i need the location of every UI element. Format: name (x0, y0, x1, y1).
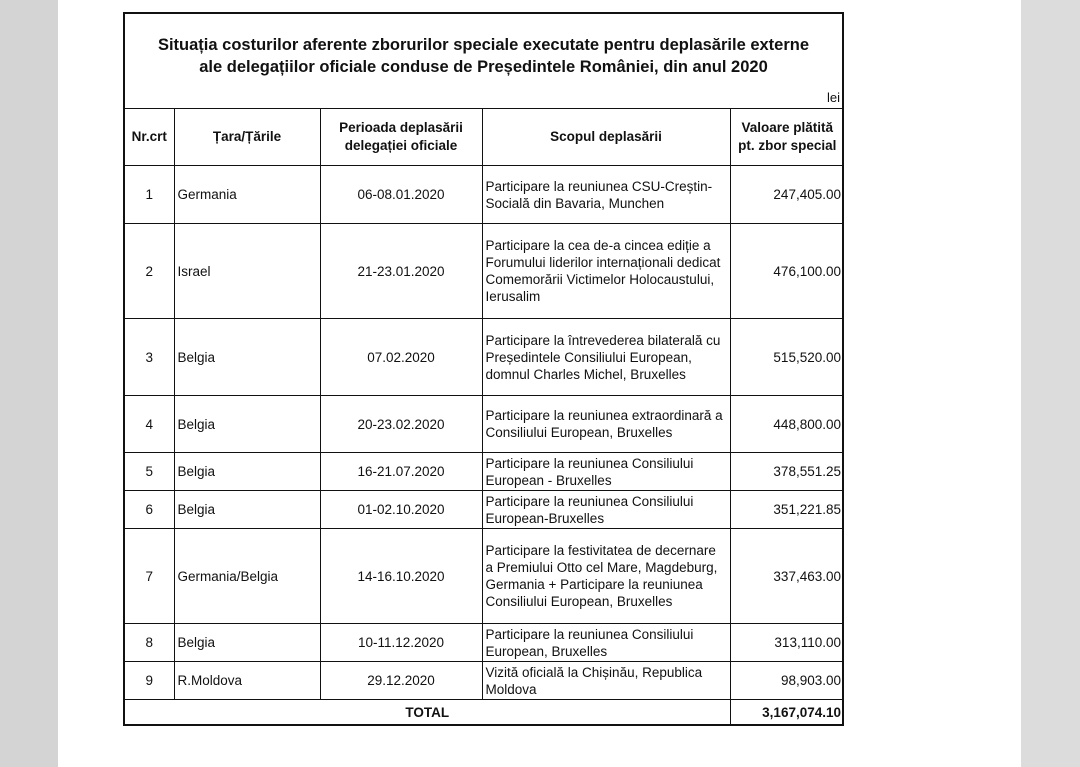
cell-country: Belgia (174, 624, 320, 662)
header-value: Valoare plătită pt. zbor special (730, 109, 844, 166)
cell-period: 07.02.2020 (320, 319, 482, 396)
cell-value: 98,903.00 (730, 662, 844, 700)
cell-purpose: Participare la întrevederea bilaterală cu Președintele Consiliului European, domnul Charles Michel, Bruxelles (482, 319, 730, 396)
title-line-1: Situația costurilor aferente zborurilor speciale executate pentru deplasările externe (157, 36, 810, 54)
costs-table (125, 108, 844, 724)
cell-nr: 1 (125, 166, 174, 224)
cell-value: 247,405.00 (730, 166, 844, 224)
cell-nr: 2 (125, 224, 174, 319)
table-row (125, 166, 844, 224)
cell-nr: 3 (125, 319, 174, 396)
cell-value: 476,100.00 (730, 224, 844, 319)
cell-purpose: Vizită oficială la Chișinău, Republica Moldova (482, 662, 730, 700)
viewer-background-right (1021, 0, 1080, 767)
total-value: 3,167,074.10 (730, 700, 844, 725)
currency-unit: lei (826, 90, 840, 105)
table-row (125, 453, 844, 491)
cell-purpose: Participare la reuniunea Consiliului European-Bruxelles (482, 491, 730, 529)
header-country: Țara/Țările (174, 109, 320, 166)
cell-country: Belgia (174, 319, 320, 396)
cell-value: 378,551.25 (730, 453, 844, 491)
cell-country: Belgia (174, 396, 320, 453)
cell-period: 20-23.02.2020 (320, 396, 482, 453)
table-row (125, 224, 844, 319)
cost-table-document (123, 12, 844, 726)
header-purpose: Scopul deplasării (482, 109, 730, 166)
cell-nr: 4 (125, 396, 174, 453)
table-row (125, 662, 844, 700)
header-nr: Nr.crt (125, 109, 174, 166)
cell-period: 16-21.07.2020 (320, 453, 482, 491)
cell-country: Germania (174, 166, 320, 224)
cell-nr: 6 (125, 491, 174, 529)
cell-purpose: Participare la reuniunea Consiliului European, Bruxelles (482, 624, 730, 662)
table-row (125, 396, 844, 453)
cell-country: Israel (174, 224, 320, 319)
cell-nr: 7 (125, 529, 174, 624)
table-row (125, 624, 844, 662)
total-row (125, 700, 844, 725)
viewer-background-left (0, 0, 58, 767)
cell-purpose: Participare la reuniunea Consiliului European - Bruxelles (482, 453, 730, 491)
cell-purpose: Participare la cea de-a cincea ediție a Forumului liderilor internaționali dedicat Comemorării Victimelor Holocaustului, Ierusalim (482, 224, 730, 319)
document-title (125, 14, 842, 88)
cell-purpose: Participare la festivitatea de decernare a Premiului Otto cel Mare, Magdeburg, Germania + Participare la reuniunea Consiliului European, Bruxelles (482, 529, 730, 624)
cell-value: 313,110.00 (730, 624, 844, 662)
table-header-row (125, 109, 844, 166)
total-label: TOTAL (125, 700, 730, 725)
cell-value: 337,463.00 (730, 529, 844, 624)
cell-country: Germania/Belgia (174, 529, 320, 624)
cell-period: 06-08.01.2020 (320, 166, 482, 224)
title-line-2: ale delegațiilor oficiale conduse de Președintele României, din anul 2020 (199, 58, 768, 76)
cell-period: 14-16.10.2020 (320, 529, 482, 624)
cell-period: 21-23.01.2020 (320, 224, 482, 319)
table-row (125, 319, 844, 396)
cell-value: 351,221.85 (730, 491, 844, 529)
cell-purpose: Participare la reuniunea CSU-Creștin-Socială din Bavaria, Munchen (482, 166, 730, 224)
table-row (125, 491, 844, 529)
cell-nr: 8 (125, 624, 174, 662)
cell-period: 01-02.10.2020 (320, 491, 482, 529)
cell-nr: 5 (125, 453, 174, 491)
table-row (125, 529, 844, 624)
cell-period: 10-11.12.2020 (320, 624, 482, 662)
header-period: Perioada deplasării delegației oficiale (320, 109, 482, 166)
cell-country: R.Moldova (174, 662, 320, 700)
cell-purpose: Participare la reuniunea extraordinară a Consiliului European, Bruxelles (482, 396, 730, 453)
cell-period: 29.12.2020 (320, 662, 482, 700)
cell-country: Belgia (174, 453, 320, 491)
cell-nr: 9 (125, 662, 174, 700)
cell-value: 515,520.00 (730, 319, 844, 396)
cell-country: Belgia (174, 491, 320, 529)
cell-value: 448,800.00 (730, 396, 844, 453)
